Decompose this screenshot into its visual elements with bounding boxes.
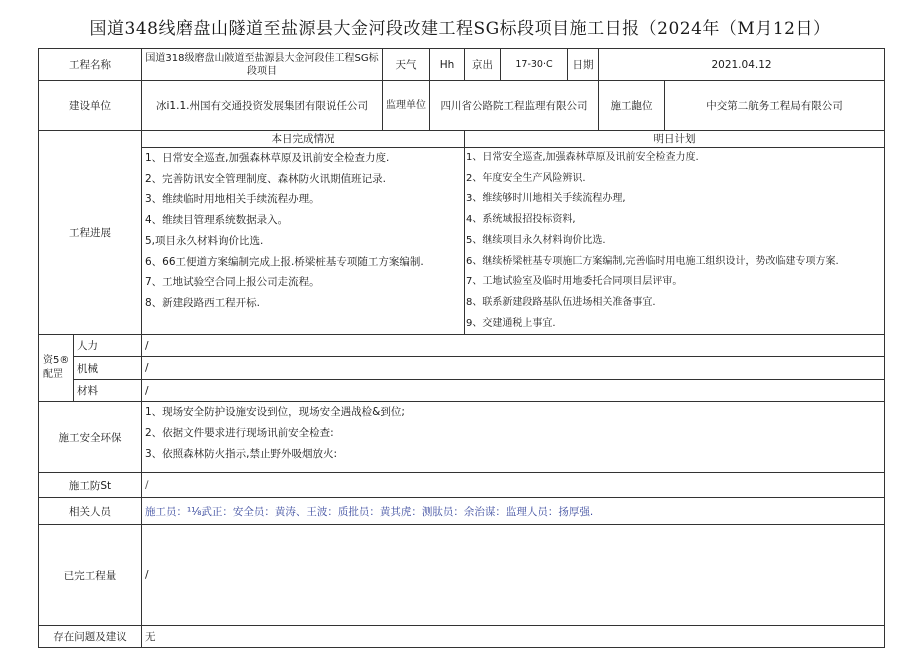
resource-label: 资5®配罡: [39, 335, 74, 402]
construct-unit-value: 中交第二航务工程局有限公司: [665, 81, 885, 131]
list-item: 5、继续项目永久材料询价比选.: [466, 234, 606, 246]
resource-name: 材料: [74, 380, 142, 402]
build-unit-value: 冰i1.1.州国有交通投资发展集团有限说任公司: [142, 81, 383, 131]
list-item: 5,项目永久材料询价比选.: [145, 234, 264, 247]
progress-label: 工程进展: [39, 131, 142, 335]
date-label: 日期: [568, 49, 599, 81]
safety-list: [145, 402, 881, 464]
list-item: 8、新建段路西工程开标.: [145, 296, 261, 309]
supervise-unit-value: 四川省公路院工程监理有限公司: [430, 81, 599, 131]
list-item: 9、交建通税上事宜.: [466, 317, 556, 329]
prevention-value: ∕: [142, 473, 885, 498]
prevention-label: 施工防St: [39, 473, 142, 498]
list-item: 3、维续够时川地相关手续流程办理,: [466, 193, 626, 205]
resource-row-labor: [39, 335, 885, 357]
prevention-row: [39, 473, 885, 498]
issues-row: [39, 626, 885, 648]
completed-label: 已完工程量: [39, 525, 142, 626]
resource-row-material: [39, 380, 885, 402]
safety-row: [39, 402, 885, 473]
list-item: 4、维续目管理系统数据录入。: [145, 214, 289, 227]
weather-value: Hh: [430, 49, 465, 81]
resource-name: 机械: [74, 357, 142, 380]
project-row: [39, 49, 885, 81]
resource-value: /: [142, 335, 885, 357]
people-label: 相关人员: [39, 498, 142, 525]
list-item: 7、工地试验空合同上报公司走流程。: [145, 276, 320, 289]
temperature-value: 17-30·C: [501, 49, 568, 81]
construct-unit-label: 施工龅位: [599, 81, 665, 131]
daily-report-table: [38, 48, 885, 648]
plan-heading: 明日计划: [465, 131, 884, 148]
report-title: 国道348线磨盘山隧道至盐源县大金河段改建工程SG标段项目施工日报（2024年（M月12日）: [89, 19, 831, 39]
resource-value: /: [142, 380, 885, 402]
list-item: 2、年度安全生产风险辨识.: [466, 172, 586, 184]
safety-label: 施工安全环保: [39, 402, 142, 473]
plan-list: [465, 148, 884, 334]
weather-label: 天气: [383, 49, 430, 81]
today-cell: [142, 131, 465, 335]
supervise-unit-label: 监理单位: [383, 81, 430, 131]
build-unit-label: 建设单位: [39, 81, 142, 131]
list-item: 1、日常安全巡查,加强森林草原及讯前安全检查力度.: [466, 152, 699, 163]
completed-value: /: [142, 525, 885, 626]
project-name-label: 工程名称: [39, 49, 142, 81]
list-item: 3、依照森林防火指示,禁止野外吸烟放火:: [145, 447, 338, 460]
list-item: 4、系统域报招投标资料,: [466, 214, 576, 226]
resource-name: 人力: [74, 335, 142, 357]
resource-value: /: [142, 357, 885, 380]
plan-cell: [465, 131, 885, 335]
issues-value: 无: [142, 626, 885, 648]
list-item: 8、联系新建段路基队伍进场相关准备事宜.: [466, 296, 656, 308]
today-list: [142, 148, 464, 314]
list-item: 7、工地试验室及临时用地委托合同项目层评审。: [466, 276, 683, 288]
people-row: [39, 498, 885, 525]
list-item: 2、依据文件嬰求进行现场讯前安全检查:: [145, 427, 334, 440]
list-item: 2、完善防讯安全管理制度、森林防火讯期值班记录.: [145, 172, 387, 185]
completed-row: [39, 525, 885, 626]
issues-label: 存在问题及建议: [39, 626, 142, 648]
list-item: 1、现场安全防护设施安设到位，现场安全遇战检&到位;: [145, 406, 405, 419]
project-name-value: 国道318级磨盘山陂道至盐源县大金河段佳工程SG标段项目: [142, 49, 383, 81]
people-value: 施工员：¹⅛武正：安全员：黄涛、王波：质批员：黄其虎：测肽员：余治谋：监理人员：扬厚强.: [142, 498, 885, 525]
progress-row: [39, 131, 885, 335]
wind-value: 京出: [465, 49, 501, 81]
units-row: [39, 81, 885, 131]
today-heading: 本日完成情况: [142, 131, 464, 148]
list-item: 6、66工便道方案编制完成上报.桥梁桩基专项随工方案编制.: [145, 255, 424, 268]
list-item: 1、日常安全巡查,加强森林草原及讯前安全检查力度.: [145, 152, 390, 164]
list-item: 3、维续临时用地相关手续流程办理。: [145, 193, 320, 206]
date-value: 2021.04.12: [599, 49, 885, 81]
resource-row-machine: [39, 357, 885, 380]
safety-cell: [142, 402, 885, 473]
list-item: 6、继续桥梁桩基专项施匚方案编制,完善临时用电施工组织设计，势改临建专项方案.: [466, 255, 839, 267]
